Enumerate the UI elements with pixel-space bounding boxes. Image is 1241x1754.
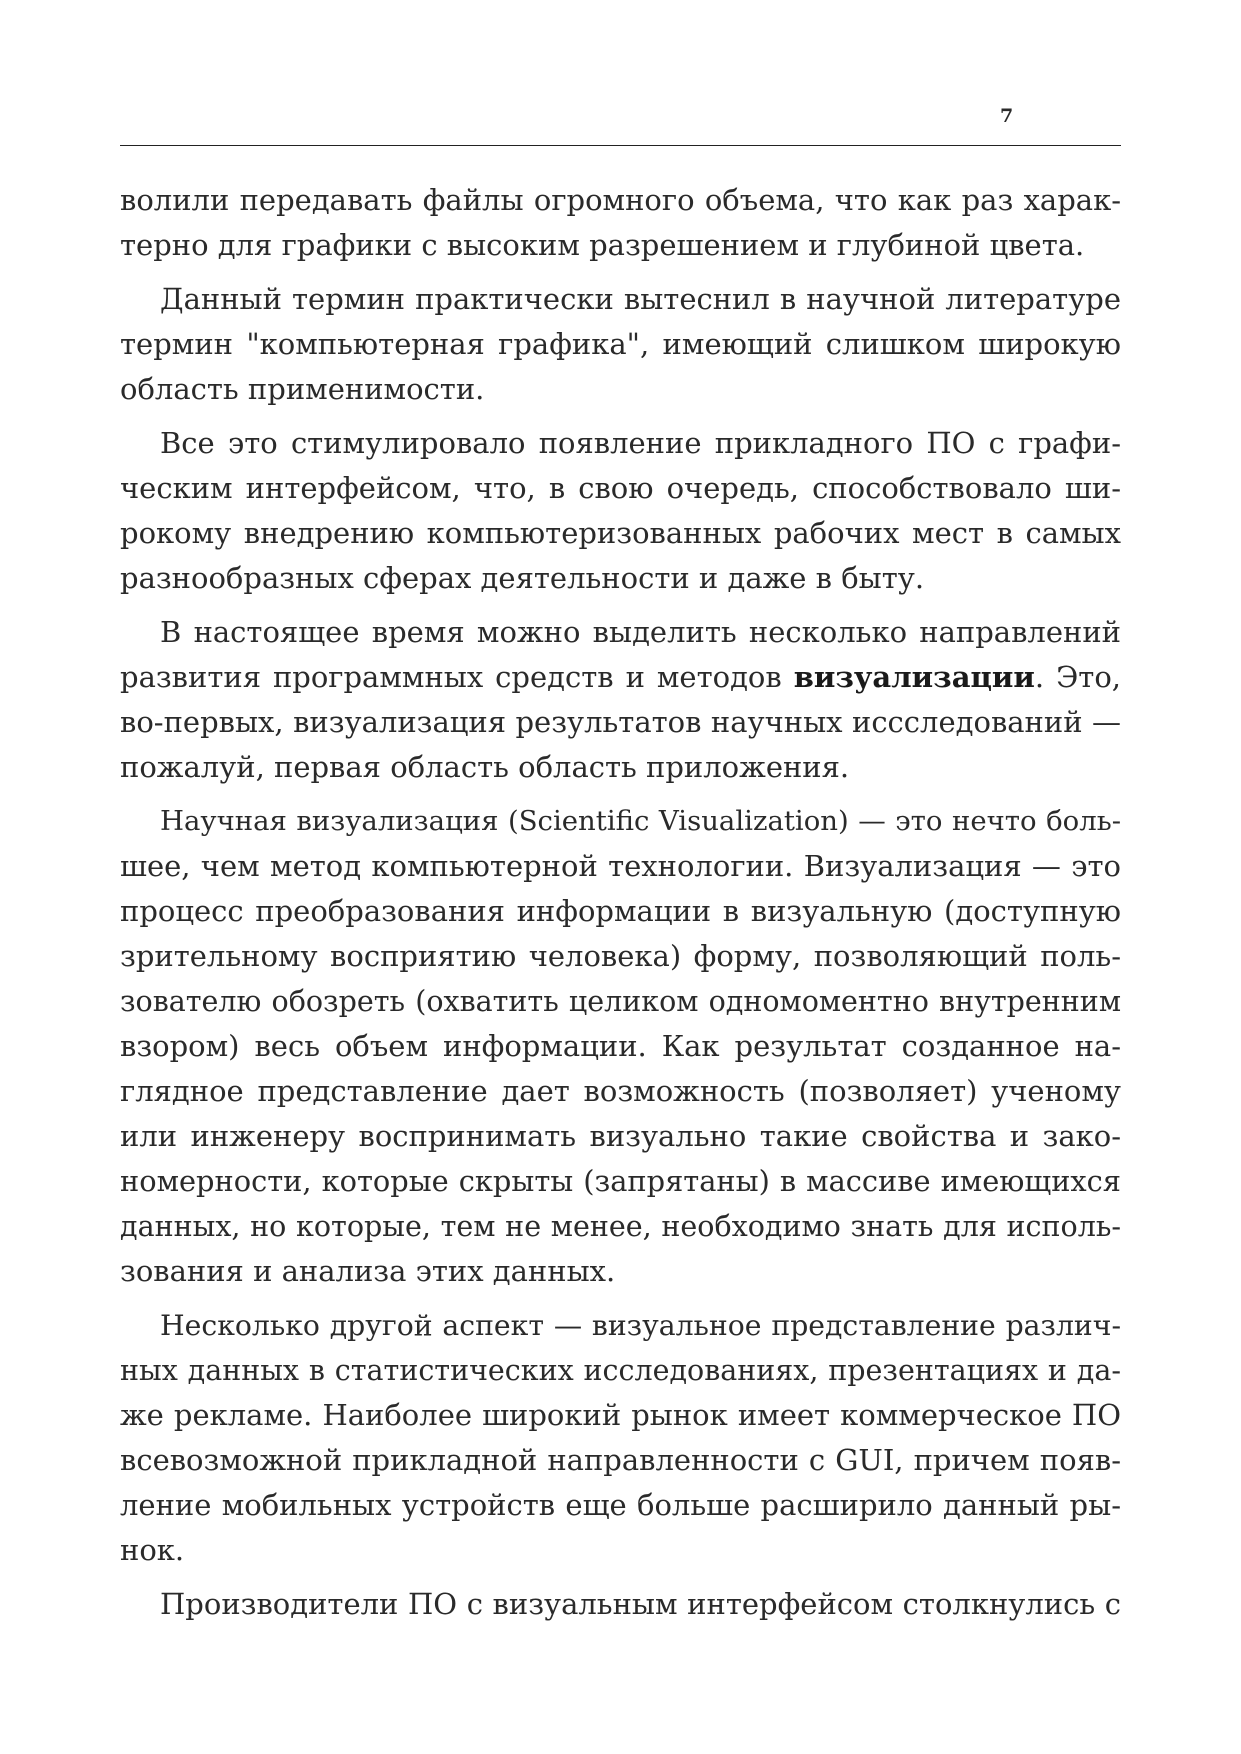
text-line: ческим интерфейсом, что, в свою очередь, способствовало ши- [120, 471, 1121, 505]
text-line: ление мобильных устройств еще больше расширило данный ры- [120, 1488, 1121, 1522]
text-line: номерности, которые скрыты (запрятаны) в массиве имеющихся [120, 1164, 1121, 1198]
text-line: всевозможной прикладной направленности с GUI, причем появ- [120, 1443, 1121, 1477]
text-line: глядное представление дает возможность (позволяет) ученому [120, 1074, 1121, 1108]
text-line: Научная визуализация (Scientific Visualization) — это нечто боль- [160, 805, 1121, 837]
text-line: зования и анализа этих данных. [120, 1254, 616, 1288]
text-line: нок. [120, 1533, 185, 1567]
paragraph-7 [120, 1582, 1121, 1627]
paragraph-5 [120, 799, 1121, 1294]
text-line: волили передавать файлы огромного объема, что как раз харак- [120, 183, 1121, 217]
text-line: взором) весь объем информации. Как результат созданное на- [120, 1029, 1121, 1063]
text-line: термин "компьютерная графика", имеющий слишком широкую [120, 327, 1121, 361]
text-line: область применимости. [120, 372, 485, 406]
text-line: же рекламе. Наиболее широкий рынок имеет коммерческое ПО [120, 1398, 1121, 1432]
text-segment: развития программных средств и методов [120, 660, 782, 694]
text-line: Все это стимулировало появление прикладного ПО с графи- [160, 426, 1121, 460]
paragraph-2 [120, 277, 1121, 412]
text-line: во-первых, визуализация результатов научных иcсследований — [120, 705, 1121, 739]
text-line: Данный термин практически вытеснил в научной литературе [160, 282, 1121, 316]
text-line: Производители ПО с визуальным интерфейсом столкнулись с [160, 1587, 1121, 1621]
text-line: зователю обозреть (охватить целиком одномоментно внутренним [120, 985, 1121, 1018]
paragraph-6 [120, 1303, 1121, 1573]
text-line-with-term [120, 655, 1121, 700]
text-line: терно для графики с высоким разрешением и глубиной цвета. [120, 228, 1085, 262]
header-rule [120, 145, 1121, 146]
text-line: В настоящее время можно выделить несколько направлений [160, 615, 1121, 649]
page-number: 7 [1000, 105, 1014, 127]
text-segment: . Это, [1034, 660, 1122, 694]
paragraph-4 [120, 610, 1121, 790]
text-line: пожалуй, первая область область приложения. [120, 750, 850, 784]
bold-term: визуализации [793, 660, 1035, 694]
text-line: ных данных в статистических исследованиях, презентациях и да- [120, 1354, 1121, 1387]
text-line: или инженеру воспринимать визуально такие свойства и зако- [120, 1119, 1121, 1153]
text-line: рокому внедрению компьютеризованных рабочих мест в самых [120, 516, 1121, 550]
paragraph-1 [120, 178, 1121, 268]
paragraph-3 [120, 421, 1121, 601]
text-line: шее, чем метод компьютерной технологии. Визуализация — это [120, 849, 1121, 883]
text-line: зрительному восприятию человека) форму, позволяющий поль- [120, 939, 1121, 973]
text-line: процесс преобразования информации в визуальную (доступную [120, 894, 1121, 928]
text-line: Несколько другой аспект — визуальное представление различ- [160, 1309, 1121, 1342]
body-text [120, 178, 1121, 1627]
text-line: данных, но которые, тем не менее, необходимо знать для исполь- [120, 1210, 1121, 1243]
text-line: разнообразных сферах деятельности и даже в быту. [120, 561, 925, 595]
